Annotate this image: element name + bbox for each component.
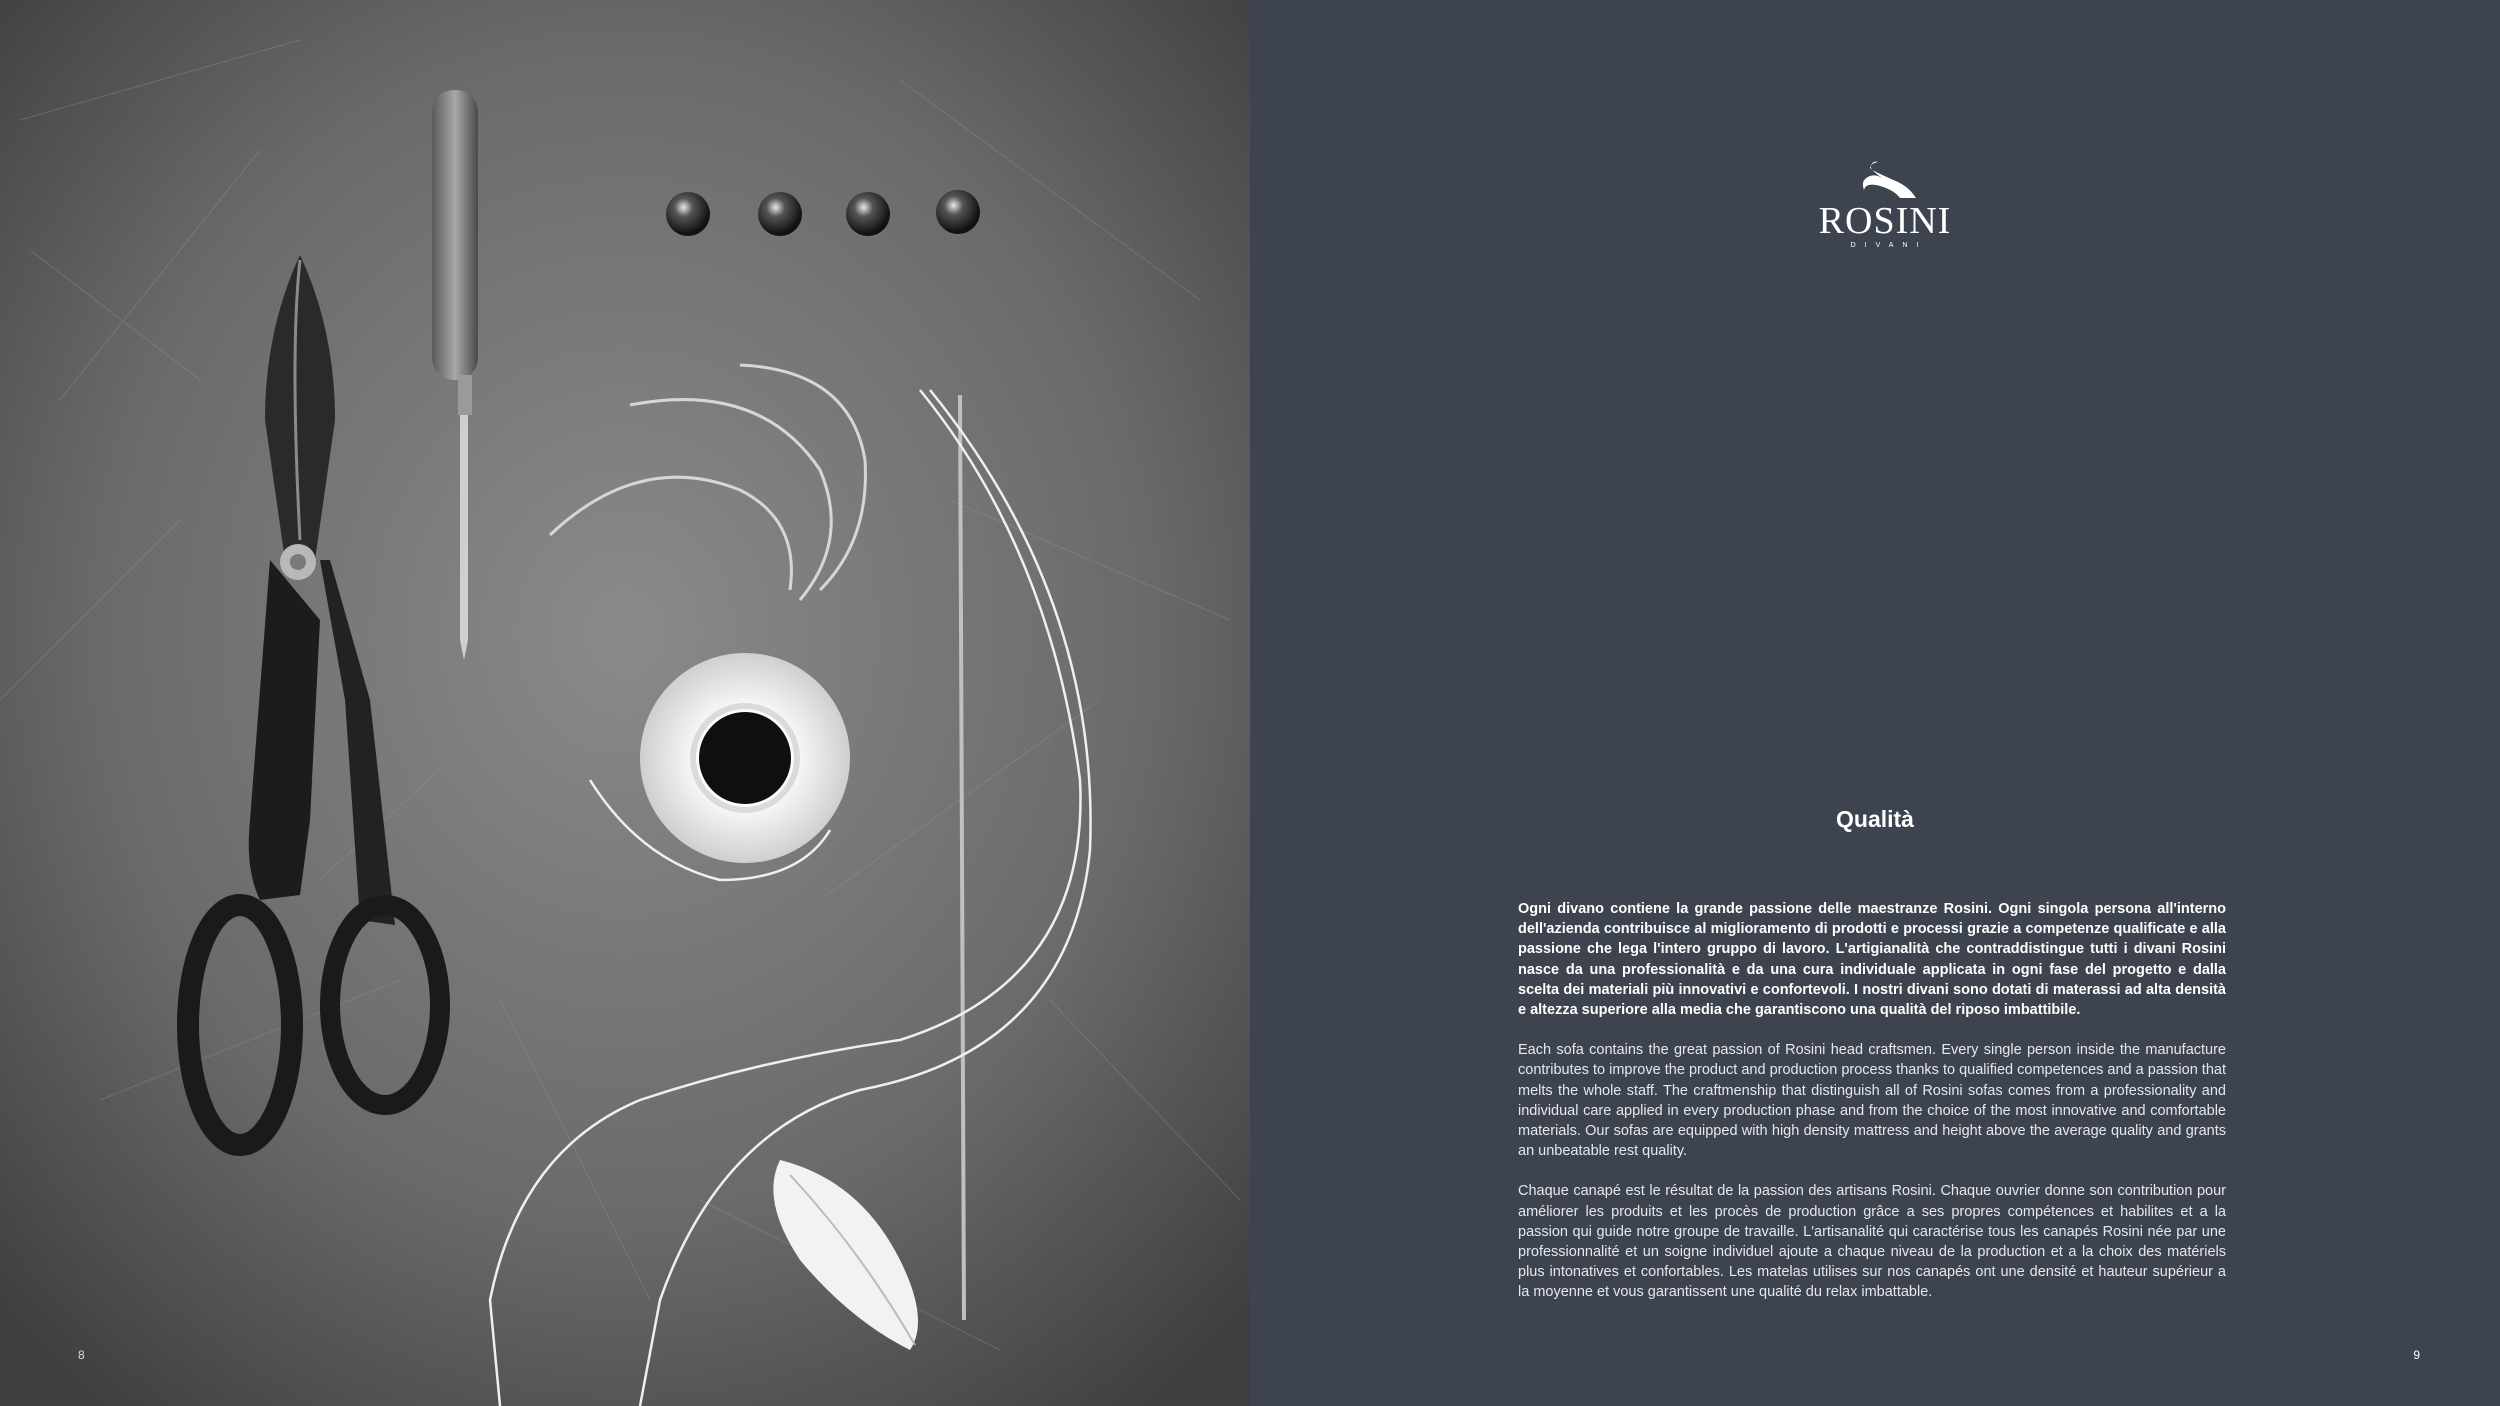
body-text	[1518, 899, 2226, 1323]
thread-spool	[640, 653, 850, 863]
paragraph-french: Chaque canapé est le résultat de la passion des artisans Rosini. Chaque ouvrier donne son contribution pour améliorer les produits et les procès de production grâce a ses propres compétences et habilites et a la passion qui guide notre groupe de travaille. L'artisanalité qui caractérise tous les canapés Rosini née par une professionnalité et un soigne individuel ajoute a chaque niveau de la production et a la choix des matériels plus intonatives et confortables. Les matelas utilises sur nos canapés ont une densité et hauteur supérieur a la moyenne et vous garantissent une qualité du relax imbattable.	[1518, 1183, 2226, 1301]
logo-wordmark: ROSINI	[1818, 200, 1952, 242]
logo-subline: DIVANI	[1850, 242, 1928, 249]
swan-logo-icon	[1850, 160, 1920, 200]
right-page	[1250, 0, 2500, 1406]
right-page-number: 9	[2413, 1348, 2420, 1362]
left-page-number: 8	[78, 1348, 85, 1362]
rosini-logo	[1810, 160, 1960, 249]
paragraph-english: Each sofa contains the great passion of Rosini head craftsmen. Every single person inside the manufacture contributes to improve the product and production process thanks to qualified competences and a passion that melts the whole staff. The craftmenship that distinguish all of Rosini sofas comes from a professionality and individual care applied in every production phase and from the choice of the most innovative and comfortable materials. Our sofas are equipped with high density mattress and height above the average quality and grants an unbeatable rest quality.	[1518, 1042, 2226, 1160]
section-title: Qualità	[1836, 806, 1914, 832]
paragraph-italian: Ogni divano contiene la grande passione delle maestranze Rosini. Ogni singola persona all'interno dell'azienda contribuisce al miglioramento di prodotti e processi grazie a competenze qualificate e alla passione che lega l'intero gruppo di lavoro. L'artigianalità che contraddistingue tutti i divani Rosini nasce da una professionalità e da una cura individuale applicata in ogni fase del progetto e dalla scelta dei materiali più innovativi e confortevoli. I nostri divani sono dotati di materassi ad alta densità e altezza superiore alla media che garantiscono una qualità del riposo imbattibile.	[1518, 901, 2226, 1019]
